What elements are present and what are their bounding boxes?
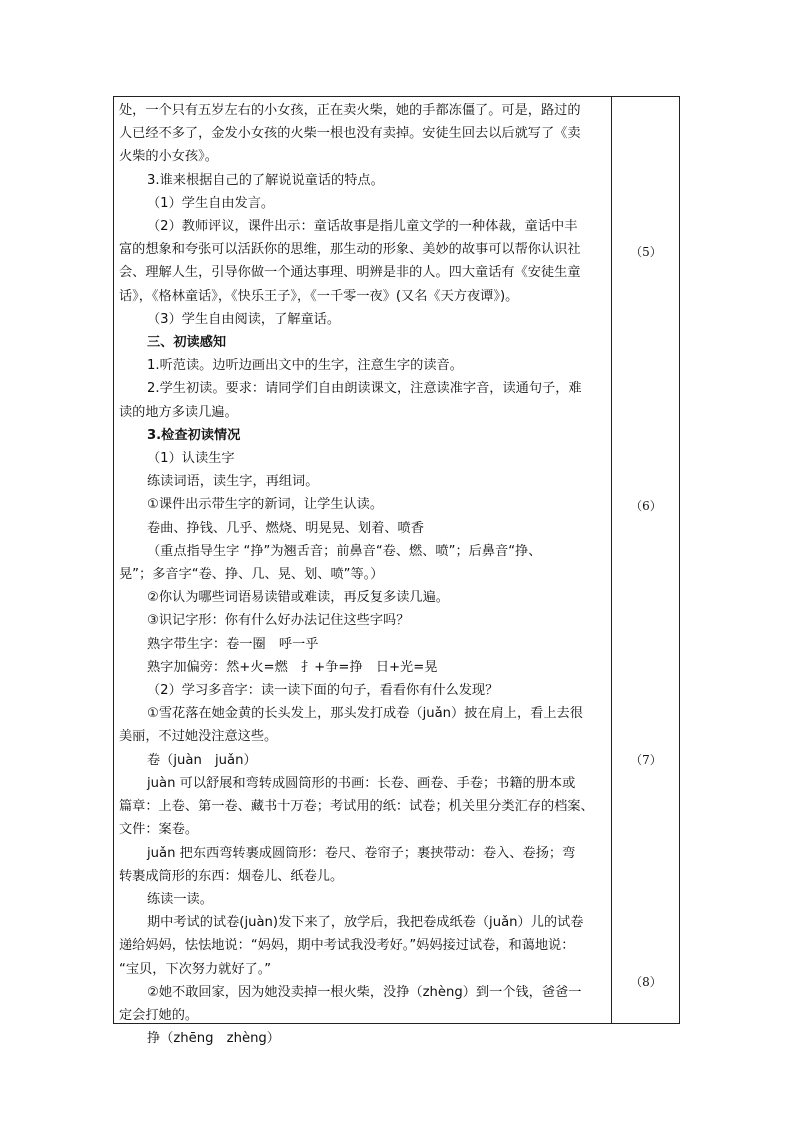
lesson-content (119, 99, 607, 1050)
lesson-table (113, 96, 680, 1047)
text-line: （重点指导生字 “挣”为翘舌音；前鼻音“卷、燃、喷”；后鼻音“挣、 (147, 543, 542, 559)
column-divider (611, 97, 612, 1023)
text-line: 人已经不多了，金发小女孩的火柴一根也没有卖掉。安徒生回去以后就写了《卖 (119, 126, 581, 142)
text-line: 卷（juàn juǎn） (147, 752, 257, 768)
text-line: ③识记字形：你有什么好办法记住这些字吗？ (147, 613, 410, 629)
text-line: 熟字加偏旁：然+火=燃 扌+争=挣 日+光=晃 (147, 659, 438, 675)
text-line: 3.谁来根据自己的了解说说童话的特点。 (147, 172, 384, 188)
text-line: 1.听范读。边听边画出文中的生字，注意生字的读音。 (147, 358, 463, 374)
text-line: （3）学生自由阅读，了解童话。 (147, 311, 341, 327)
text-line: 美丽，不过她没注意这些。 (119, 729, 278, 745)
text-line: 读的地方多读几遍。 (119, 404, 238, 420)
step-mark: （7） (630, 753, 662, 767)
text-line: juǎn 把东西弯转裹成圆筒形：卷尺、卷帘子；裹挟带动：卷入、卷扬；弯 (147, 845, 576, 861)
text-line: 2.学生初读。要求：请同学们自由朗读课文，注意读准字音，读通句子，难 (147, 381, 582, 397)
text-line: （2）学习多音字：读一读下面的句子，看看你有什么发现？ (147, 683, 499, 699)
text-line: 练读词语，读生字，再组词。 (147, 474, 319, 490)
text-line: （1）学生自由发言。 (147, 195, 275, 211)
text-line: ②她不敢回家，因为她没卖掉一根火柴，没挣（zhèng）到一个钱，爸爸一 (147, 984, 582, 1000)
text-line: 3.检查初读情况 (147, 427, 241, 443)
text-line: 转裹成筒形的东西：烟卷儿、纸卷儿。 (119, 868, 344, 884)
text-line: 递给妈妈，怯怯地说：“妈妈，期中考试我没考好。”妈妈接过试卷，和蔼地说： (119, 938, 575, 954)
text-line: ①雪花落在她金黄的长头发上，那头发打成卷（juǎn）披在肩上，看上去很 (147, 706, 583, 722)
text-line: 处，一个只有五岁左右的小女孩，正在卖火柴，她的手都冻僵了。可是，路过的 (119, 103, 581, 118)
text-line: “宝贝，下次努力就好了。” (119, 961, 272, 977)
text-line: 富的想象和夸张可以活跃你的思维，那生动的形象、美妙的故事可以帮你认识社 (119, 242, 581, 258)
text-line: 卷曲、挣钱、几乎、燃烧、明晃晃、划着、喷香 (147, 520, 424, 536)
text-line: 期中考试的试卷(juàn)发下来了，放学后，我把卷成纸卷（juǎn）儿的试卷 (147, 915, 584, 931)
text-line: juàn 可以舒展和弯转成圆筒形的书画：长卷、画卷、手卷；书籍的册本或 (147, 775, 576, 791)
text-line: 晃”；多音字“卷、挣、几、晃、划、喷”等。） (119, 567, 384, 583)
step-mark: （5） (630, 245, 662, 259)
text-line: 火柴的小女孩》。 (119, 149, 218, 165)
text-line: 三、初读感知 (147, 335, 227, 351)
text-line: 练读一读。 (147, 891, 213, 907)
text-line: 话》，《格林童话》，《快乐王子》，《一千零一夜》(又名《天方夜谭》)。 (119, 288, 519, 304)
step-mark: （8） (630, 975, 662, 989)
text-line: （2）教师评议，课件出示：童话故事是指儿童文学的一种体裁，童话中丰 (147, 219, 578, 235)
step-mark: （6） (630, 499, 662, 513)
text-line: 篇章：上卷、第一卷、藏书十万卷；考试用的纸：试卷；机关里分类汇存的档案、 (119, 799, 594, 815)
text-line: 熟字带生字：卷一圈 呼一乎 (147, 636, 319, 652)
text-line: 会、理解人生，引导你做一个通达事理、明辨是非的人。四大童话有《安徒生童 (119, 265, 581, 281)
text-line: （1）认读生字 (147, 451, 235, 467)
text-line: ①课件出示带生字的新词，让学生认读。 (147, 497, 384, 513)
text-line: 挣（zhēng zhèng） (147, 1031, 280, 1047)
text-line: 定会打她的。 (119, 1007, 199, 1023)
text-line: 文件：案卷。 (119, 822, 199, 838)
text-line: ②你认为哪些词语易读错或难读，再反复多读几遍。 (147, 590, 449, 606)
